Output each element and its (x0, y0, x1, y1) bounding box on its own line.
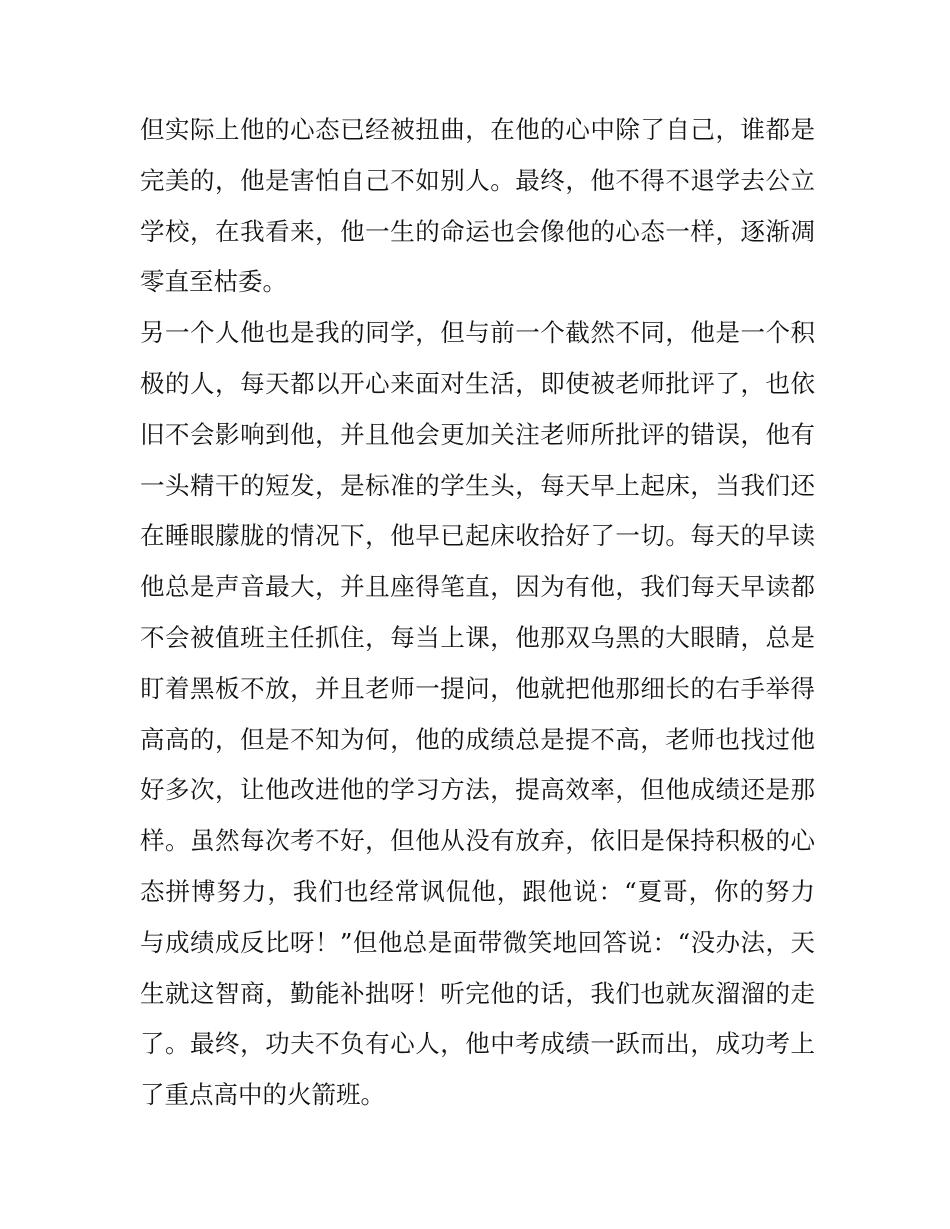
text-line: 生就这智商，勤能补拙呀！听完他的话，我们也就灰溜溜的走 (140, 978, 815, 1008)
text-line: 在睡眼朦胧的情况下，他早已起床收拾好了一切。每天的早读 (140, 521, 815, 551)
text-line: 学校，在我看来，他一生的命运也会像他的心态一样，逐渐凋 (140, 216, 815, 246)
text-line: 了重点高中的火箭班。 (140, 1080, 385, 1110)
text-line: 高高的，但是不知为何，他的成绩总是提不高，老师也找过他 (140, 724, 815, 754)
document-page (140, 105, 815, 1121)
paragraph-1 (140, 105, 815, 308)
text-line: 极的人，每天都以开心来面对生活，即使被老师批评了，也依 (140, 368, 815, 398)
text-line: 他总是声音最大，并且座得笔直，因为有他，我们每天早读都 (140, 572, 815, 602)
text-line: 旧不会影响到他，并且他会更加关注老师所批评的错误，他有 (140, 419, 815, 449)
text-line: 了。最终，功夫不负有心人，他中考成绩一跃而出，成功考上 (140, 1029, 815, 1059)
text-line: 零直至枯委。 (140, 267, 287, 297)
text-line: 与成绩成反比呀！”但他总是面带微笑地回答说：“没办法，天 (140, 927, 815, 957)
text-line: 好多次，让他改进他的学习方法，提高效率，但他成绩还是那 (140, 775, 815, 805)
text-line: 一头精干的短发，是标准的学生头，每天早上起床，当我们还 (140, 470, 815, 500)
text-line: 另一个人他也是我的同学，但与前一个截然不同，他是一个积 (140, 318, 815, 348)
text-line: 态拼博努力，我们也经常讽侃他，跟他说：“夏哥，你的努力 (140, 876, 815, 906)
text-line: 样。虽然每次考不好，但他从没有放弃，依旧是保持积极的心 (140, 826, 815, 856)
text-line: 盯着黑板不放，并且老师一提问，他就把他那细长的右手举得 (140, 673, 815, 703)
text-line: 不会被值班主任抓住，每当上课，他那双乌黑的大眼睛，总是 (140, 622, 815, 652)
paragraph-2 (140, 308, 815, 1121)
text-line: 但实际上他的心态已经被扭曲，在他的心中除了自己，谁都是 (140, 115, 815, 144)
text-line: 完美的，他是害怕自己不如别人。最终，他不得不退学去公立 (140, 165, 815, 195)
